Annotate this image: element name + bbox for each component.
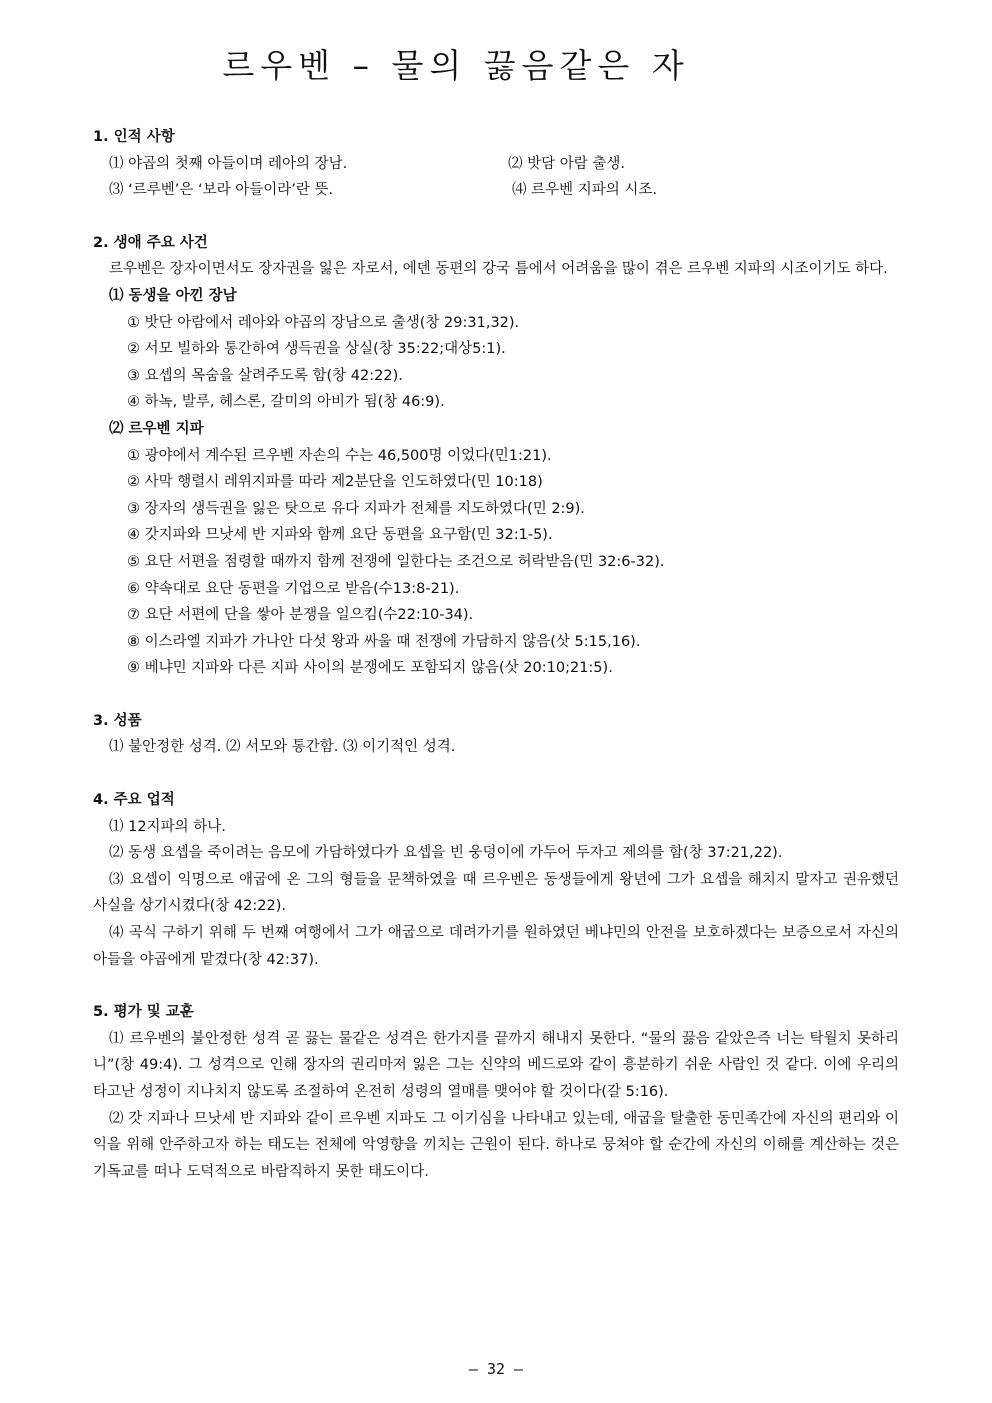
- list-item: ⑨ 베냐민 지파와 다른 지파 사이의 분쟁에도 포함되지 않음(삿 20:10;21:5).: [127, 660, 613, 677]
- section-2-intro: 르우벤은 장자이면서도 장자권을 잃은 자로서, 에덴 동편의 강국 틈에서 어려움을 많이 겪은 르우벤 지파의 시조이기도 하다.: [109, 261, 888, 278]
- achievement-item: ⑴ 12지파의 하나.: [109, 818, 226, 835]
- list-item: ⑦ 요단 서편에 단을 쌓아 분쟁을 일으킴(수22:10-34).: [127, 607, 474, 624]
- list-item: ⑧ 이스라엘 지파가 가나안 다섯 왕과 싸울 때 전쟁에 가담하지 않음(삿 5:15,16).: [127, 633, 641, 650]
- personal-item-2: ⑵ 밧담 아람 출생.: [508, 155, 625, 172]
- character-line: ⑴ 불안정한 성격. ⑵ 서모와 통간함. ⑶ 이기적인 성격.: [109, 739, 456, 756]
- achievement-item: ⑷ 곡식 구하기 위해 두 번째 여행에서 그가 애굽으로 데려가기를 원하였던 베냐민의 안전을 보호하겠다는 보증으로서 자신의 아들을 야곱에게 맡겼다(창 42:37).: [93, 925, 899, 968]
- lesson-item: ⑴ 르우벤의 불안정한 성격 곧 끓는 물같은 성격은 한가지를 끝까지 해내지 못한다. “물의 끓음 같았은즉 너는 탁월치 못하리니”(창 49:4). 그 성격으로 인해 장자의 권리마저 잃은 그는 신약의 베드로와 같이 흥분하기 쉬운 사람인 것 같다. 이에 우리의 타고난 성정이 지나치지 않도록 조절하여 온전히 성령의 열매를 맺어야 할 것이다(갈 5:16).: [93, 1030, 899, 1100]
- section-3-heading: 3. 성품: [93, 712, 142, 729]
- list-item: ③ 요셉의 목숨을 살려주도록 함(창 42:22).: [127, 367, 403, 384]
- achievement-item: ⑶ 요셉이 익명으로 애굽에 온 그의 형들을 문책하였을 때 르우벤은 동생들에게 왕년에 그가 요셉을 해치지 말자고 권유했던 사실을 상기시켰다(창 42:22).: [93, 871, 899, 915]
- list-item: ② 서모 빌하와 통간하여 생득권을 상실(창 35:22;대상5:1).: [127, 341, 506, 358]
- list-item: ① 밧단 아람에서 레아와 야곱의 장남으로 출생(창 29:31,32).: [127, 314, 520, 331]
- list-item: ④ 하녹, 발루, 헤스론, 갈미의 아비가 됨(창 46:9).: [127, 394, 445, 411]
- lesson-item: ⑵ 갓 지파나 므낫세 반 지파와 같이 르우벤 지파도 그 이기심을 나타내고 있는데, 애굽을 탈출한 동민족간에 자신의 편리와 이익을 위해 안주하고자 하는 태도는 전체에 악영향을 끼치는 근원이 된다. 하나로 뭉쳐야 할 순간에 자신의 이해를 계산하는 것은 기독교를 떠나 도덕적으로 바람직하지 못한 태도이다.: [93, 1110, 899, 1180]
- document-body: [93, 124, 899, 1185]
- section-1-row-2: [93, 177, 899, 204]
- subsection-2-2-title: ⑵ 르우벤 지파: [109, 420, 204, 437]
- list-item: ② 사막 행렬시 레위지파를 따라 제2분단을 인도하였다(민 10:18): [127, 474, 543, 491]
- section-1-row-1: [93, 151, 899, 178]
- list-item: ④ 갓지파와 므낫세 반 지파와 함께 요단 동편을 요구함(민 32:1-5).: [127, 527, 553, 544]
- section-4-heading: 4. 주요 업적: [93, 792, 175, 809]
- personal-item-3: ⑶ ‘르루벤’은 ‘보라 아들이라’란 뜻.: [109, 182, 334, 199]
- personal-item-1: ⑴ 야곱의 첫째 아들이며 레아의 장남.: [109, 155, 348, 172]
- section-2-heading: 2. 생애 주요 사건: [93, 234, 208, 251]
- page-title: 르우벤 – 물의 끓음같은 자: [222, 46, 690, 85]
- list-item: ⑥ 약속대로 요단 동편을 기업으로 받음(수13:8-21).: [127, 580, 460, 597]
- section-1-heading: 1. 인적 사항: [93, 129, 175, 145]
- subsection-2-1-title: ⑴ 동생을 아낀 장남: [109, 287, 237, 304]
- list-item: ① 광야에서 계수된 르우벤 자손의 수는 46,500명 이었다(민1:21).: [127, 447, 552, 464]
- page-number: – 32 –: [468, 1360, 524, 1378]
- list-item: ⑤ 요단 서편을 점령할 때까지 함께 전쟁에 일한다는 조건으로 허락받음(민 32:6-32).: [127, 553, 665, 570]
- personal-item-4: ⑷ 르우벤 지파의 시조.: [512, 182, 657, 199]
- list-item: ③ 장자의 생득권을 잃은 탓으로 유다 지파가 전체를 지도하였다(민 2:9).: [127, 500, 585, 517]
- section-5-heading: 5. 평가 및 교훈: [93, 1004, 194, 1021]
- achievement-item: ⑵ 동생 요셉을 죽이려는 음모에 가담하였다가 요셉을 빈 웅덩이에 가두어 두자고 제의를 함(창 37:21,22).: [109, 845, 783, 862]
